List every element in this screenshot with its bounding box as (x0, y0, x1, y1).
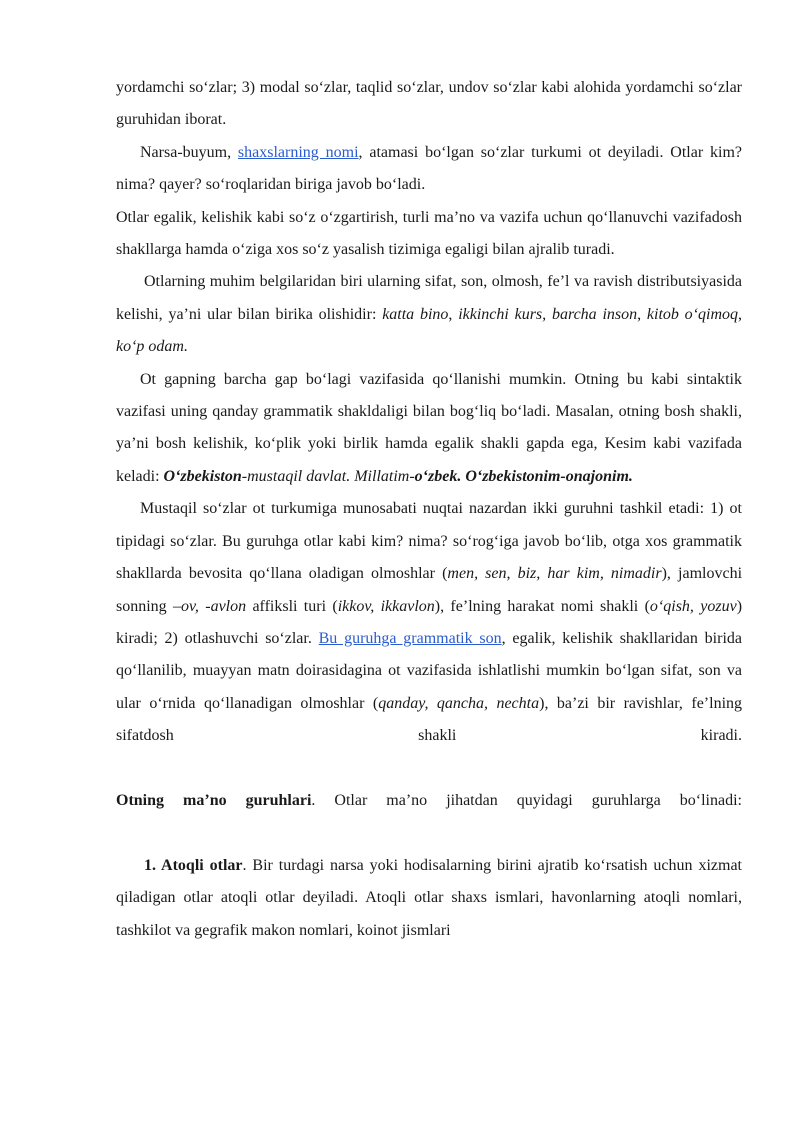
text-run: Narsa-buyum, (140, 143, 238, 161)
blank-line (116, 817, 742, 849)
text-run: , (448, 305, 459, 323)
paragraph-4 (116, 266, 742, 363)
example-text: ikkinchi kurs, barcha inson (458, 305, 638, 323)
example-bold: o‘zbek. O‘zbekistonim-onajonim. (414, 467, 633, 485)
paragraph-5 (116, 364, 742, 494)
text-run: ) kiradi; 2) otlashuvchi so‘zlar. (116, 597, 743, 647)
section-heading (116, 785, 742, 817)
example-text: qanday, qancha, nechta (378, 694, 540, 712)
text-run: , egalik, kelishik shakllaridan birida qo‘llanilib, muayyan matn doirasidagina ot vazifasida ishlatlishi mumkin bo‘lgan sifat, son va ular o‘rnida qo‘llanadigan olmoshlar ( (116, 629, 742, 712)
text-run: . Bir turdagi narsa yoki hodisalarning birini ajratib ko‘rsatish uchun xizmat qiladigan otlar atoqli otlar deyiladi. Atoqli otlar shaxs ismlari, havonlarning atoqli nomlari, tashkilot va gegrafik makon nomlari, koinot jismlari (116, 856, 742, 939)
text-run: ), fe’lning harakat nomi shakli ( (434, 597, 650, 615)
heading-bold: Otning ma’no guruhlari (116, 791, 312, 809)
text-run: , (738, 305, 743, 323)
text-run: Ot gapning barcha gap bo‘lagi vazifasida qo‘llanishi mumkin. Otning bu kabi sintaktik vazifasi uning qanday grammatik shakldaligi bilan bog‘liq bo‘ladi. Masalan, otning bosh shakli, ya’ni bosh kelishik, ko‘plik yoki birlik hamda egalik shakli gapda ega, Kesim kabi vazifada keladi: (116, 370, 742, 485)
text-run: ), ba’zi bir ravishlar, fe’lning sifatdosh shakli kiradi. (116, 694, 743, 745)
example-text: o‘qish, yozuv (649, 597, 737, 615)
example-text: kitob o‘qimoq (646, 305, 739, 323)
paragraph-7 (116, 850, 742, 947)
link-bu-guruhga-grammatik-son[interactable]: Bu guruhga grammatik son (318, 629, 502, 647)
paragraph-6 (116, 493, 742, 752)
paragraph-3 (116, 202, 742, 267)
example-text: men, sen, biz, har kim, nimadir (447, 565, 662, 583)
example-text: katta bino (382, 305, 449, 323)
list-item-bold: 1. Atoqli otlar (144, 856, 243, 874)
blank-line (116, 753, 742, 785)
paragraph-text: yordamchi so‘zlar; 3) modal so‘zlar, taqlid so‘zlar, undov so‘zlar kabi alohida yordamchi so‘zlar guruhidan iborat. (116, 79, 742, 129)
text-run: ), jamlovchi sonning (116, 565, 743, 615)
paragraph-text: Otlar egalik, kelishik kabi so‘z o‘zgartirish, turli ma’no va vazifa uchun qo‘llanuvchi vazifadosh shakllarga hamda o‘ziga xos so‘z yasalish tizimiga egaligi bilan ajralib turadi. (116, 208, 742, 259)
paragraph-1 (116, 72, 742, 137)
example-text: -mustaqil davlat. Millatim- (241, 467, 415, 485)
example-bold: O‘zbekiston (163, 467, 242, 485)
text-run: affiksli turi ( (246, 597, 338, 615)
document-page (116, 72, 742, 947)
text-run: . Otlar ma’no jihatdan quyidagi guruhlarga bo‘linadi: (311, 791, 742, 809)
text-run: Otlarning muhim belgilaridan biri ularning sifat, son, olmosh, fe’l va ravish distributsiyasida kelishi, ya’ni ular bilan birika olishidir: (116, 273, 742, 323)
text-run: , (637, 305, 647, 323)
example-text: ikkov, ikkavlon (337, 597, 435, 615)
paragraph-2 (116, 137, 742, 202)
text-run: Mustaqil so‘zlar ot turkumiga munosabati nuqtai nazardan ikki guruhni tashkil etadi: 1) ot tipidagi so‘zlar. Bu guruhga otlar kabi kim? nima? so‘rog‘iga javob bo‘lib, otga xos grammatik shakllarda bevosita qo‘llana oladigan olmoshlar ( (116, 500, 742, 583)
text-run: , atamasi bo‘lgan so‘zlar turkumi ot deyiladi. Otlar kim? nima? qayer? so‘roqlaridan biriga javob bo‘ladi. (116, 143, 742, 194)
link-shaxslarning-nomi[interactable]: shaxslarning nomi (237, 143, 359, 161)
example-text: ko‘p odam. (116, 338, 188, 356)
example-text: –ov, -avlon (173, 597, 247, 615)
